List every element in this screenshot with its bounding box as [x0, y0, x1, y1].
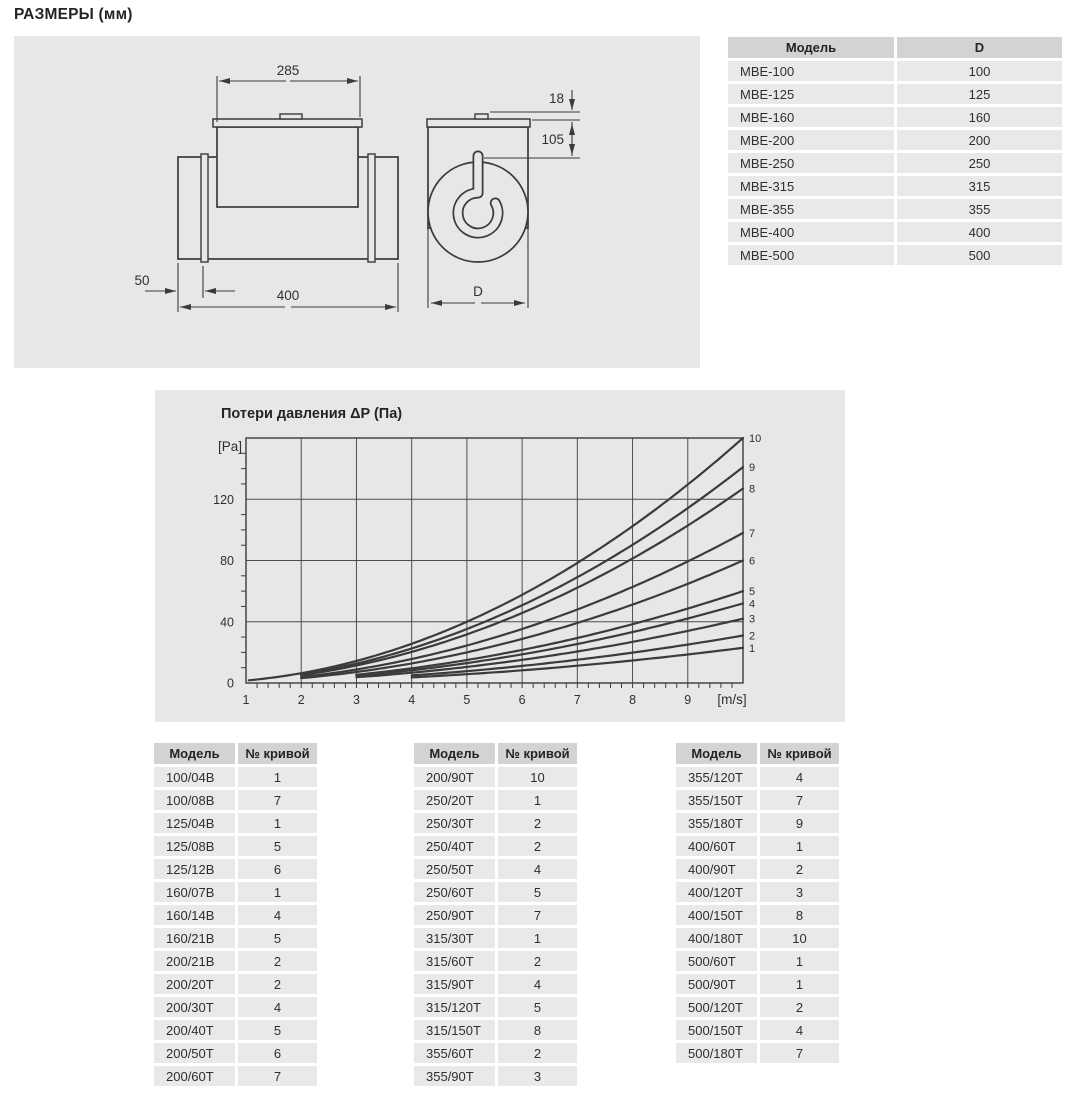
- side-view: [178, 114, 398, 262]
- value-cell: 1: [238, 882, 317, 902]
- table-row: [414, 905, 577, 925]
- table-row: [414, 790, 577, 810]
- column-header: D: [897, 37, 1062, 58]
- table-row: [414, 1066, 577, 1086]
- table-row: [154, 813, 317, 833]
- x-tick-label: 2: [297, 693, 305, 707]
- dim-400-label: 400: [276, 288, 300, 303]
- table-row: [154, 928, 317, 948]
- model-cell: 400/180T: [676, 928, 757, 948]
- model-cell: MBE-250: [728, 153, 894, 173]
- model-cell: MBE-100: [728, 61, 894, 81]
- table-row: [728, 84, 1062, 104]
- dim-d-label: D: [473, 284, 483, 299]
- model-cell: MBE-400: [728, 222, 894, 242]
- x-tick-label: 4: [408, 693, 416, 707]
- value-cell: 2: [760, 859, 839, 879]
- value-cell: 125: [897, 84, 1062, 104]
- page-title: РАЗМЕРЫ (мм): [14, 6, 133, 23]
- model-cell: 500/180T: [676, 1043, 757, 1063]
- value-cell: 500: [897, 245, 1062, 265]
- table-row: [676, 836, 839, 856]
- table-row: [414, 767, 577, 787]
- model-cell: 100/04B: [154, 767, 235, 787]
- value-cell: 10: [760, 928, 839, 948]
- y-tick-label: 0: [227, 676, 234, 691]
- value-cell: 5: [498, 997, 577, 1017]
- value-cell: 2: [498, 1043, 577, 1063]
- column-header: Модель: [728, 37, 894, 58]
- table-row: [154, 882, 317, 902]
- table-row: [728, 130, 1062, 150]
- model-cell: MBE-200: [728, 130, 894, 150]
- value-cell: 7: [238, 1066, 317, 1086]
- curve-label-2: 2: [749, 630, 756, 643]
- table-row: [728, 222, 1062, 242]
- column-header: № кривой: [498, 743, 577, 764]
- model-cell: 200/21B: [154, 951, 235, 971]
- value-cell: 100: [897, 61, 1062, 81]
- curve-table-1: [154, 743, 317, 1086]
- table-row: [414, 951, 577, 971]
- value-cell: 6: [238, 859, 317, 879]
- model-cell: 250/40T: [414, 836, 495, 856]
- y-tick-label: 80: [220, 554, 234, 568]
- model-cell: 315/150T: [414, 1020, 495, 1040]
- model-cell: 125/08B: [154, 836, 235, 856]
- curve-4: [356, 603, 743, 675]
- table-row: [676, 1020, 839, 1040]
- model-cell: MBE-315: [728, 176, 894, 196]
- model-cell: 250/20T: [414, 790, 495, 810]
- value-cell: 315: [897, 176, 1062, 196]
- table-row: [154, 859, 317, 879]
- table-row: [728, 107, 1062, 127]
- value-cell: 4: [498, 974, 577, 994]
- value-cell: 200: [897, 130, 1062, 150]
- table-row: [676, 767, 839, 787]
- model-cell: 160/07B: [154, 882, 235, 902]
- table-row: [676, 1043, 839, 1063]
- table-row: [414, 836, 577, 856]
- table-row: [154, 1043, 317, 1063]
- model-cell: 315/120T: [414, 997, 495, 1017]
- table-header-row: [728, 37, 1062, 58]
- value-cell: 5: [238, 836, 317, 856]
- value-cell: 3: [760, 882, 839, 902]
- dimensions-table: [728, 37, 1062, 265]
- model-cell: 315/90T: [414, 974, 495, 994]
- table-row: [414, 1020, 577, 1040]
- model-cell: 200/30T: [154, 997, 235, 1017]
- table-row: [676, 813, 839, 833]
- curve-table-3: [676, 743, 839, 1063]
- model-cell: MBE-125: [728, 84, 894, 104]
- model-cell: 125/04B: [154, 813, 235, 833]
- terminal-box: [217, 127, 358, 207]
- table-row: [676, 882, 839, 902]
- model-cell: 315/60T: [414, 951, 495, 971]
- table-row: [676, 905, 839, 925]
- curve-label-3: 3: [749, 613, 756, 626]
- model-cell: 500/120T: [676, 997, 757, 1017]
- table-row: [728, 61, 1062, 81]
- table-row: [154, 974, 317, 994]
- model-cell: 200/60T: [154, 1066, 235, 1086]
- model-cell: MBE-355: [728, 199, 894, 219]
- pressure-chart-svg: [155, 390, 845, 722]
- model-cell: 250/30T: [414, 813, 495, 833]
- value-cell: 2: [498, 836, 577, 856]
- value-cell: 1: [238, 767, 317, 787]
- model-cell: 250/90T: [414, 905, 495, 925]
- column-header: Модель: [154, 743, 235, 764]
- value-cell: 7: [760, 1043, 839, 1063]
- value-cell: 4: [498, 859, 577, 879]
- value-cell: 5: [498, 882, 577, 902]
- value-cell: 4: [760, 1020, 839, 1040]
- table-row: [154, 767, 317, 787]
- chart-title: Потери давления ΔP (Па): [221, 406, 403, 422]
- dim-18-label: 18: [548, 91, 564, 106]
- value-cell: 1: [760, 974, 839, 994]
- y-axis-unit: [Pa]: [217, 439, 243, 454]
- curve-10: [249, 438, 743, 680]
- chart-panel: [155, 390, 845, 722]
- value-cell: 6: [238, 1043, 317, 1063]
- x-tick-label: 3: [352, 693, 360, 707]
- model-cell: 125/12B: [154, 859, 235, 879]
- column-header: Модель: [676, 743, 757, 764]
- model-cell: 200/40T: [154, 1020, 235, 1040]
- model-cell: 315/30T: [414, 928, 495, 948]
- table-row: [676, 974, 839, 994]
- model-cell: 500/60T: [676, 951, 757, 971]
- table-row: [154, 790, 317, 810]
- model-cell: 355/180T: [676, 813, 757, 833]
- table-row: [728, 153, 1062, 173]
- value-cell: 2: [498, 813, 577, 833]
- curve-label-6: 6: [749, 555, 756, 568]
- value-cell: 355: [897, 199, 1062, 219]
- table-row: [154, 951, 317, 971]
- model-cell: 250/50T: [414, 859, 495, 879]
- table-row: [728, 245, 1062, 265]
- table-row: [154, 836, 317, 856]
- value-cell: 1: [498, 790, 577, 810]
- curve-label-8: 8: [749, 483, 756, 496]
- model-cell: 500/90T: [676, 974, 757, 994]
- table-row: [414, 813, 577, 833]
- model-cell: 355/150T: [676, 790, 757, 810]
- model-cell: 355/120T: [676, 767, 757, 787]
- value-cell: 2: [238, 974, 317, 994]
- column-header: Модель: [414, 743, 495, 764]
- y-tick-label: 40: [220, 615, 234, 630]
- x-tick-label: 1: [242, 693, 250, 707]
- table-header-row: [676, 743, 839, 764]
- table-row: [728, 176, 1062, 196]
- x-axis-unit: [m/s]: [717, 692, 747, 707]
- table-row: [676, 928, 839, 948]
- dim-50-label: 50: [134, 273, 150, 288]
- model-cell: 160/14B: [154, 905, 235, 925]
- curve-label-10: 10: [749, 433, 762, 445]
- table-row: [676, 790, 839, 810]
- x-tick-label: 7: [573, 693, 581, 707]
- table-row: [414, 997, 577, 1017]
- value-cell: 3: [498, 1066, 577, 1086]
- model-cell: 200/50T: [154, 1043, 235, 1063]
- x-tick-label: 6: [518, 693, 526, 707]
- value-cell: 10: [498, 767, 577, 787]
- curve-label-1: 1: [749, 642, 756, 655]
- x-tick-label: 9: [684, 693, 692, 707]
- value-cell: 7: [760, 790, 839, 810]
- table-row: [154, 997, 317, 1017]
- table-row: [676, 859, 839, 879]
- value-cell: 9: [760, 813, 839, 833]
- table-header-row: [414, 743, 577, 764]
- model-cell: 355/60T: [414, 1043, 495, 1063]
- curve-label-4: 4: [749, 598, 756, 611]
- model-cell: 400/90T: [676, 859, 757, 879]
- model-cell: MBE-500: [728, 245, 894, 265]
- drawing-panel: [14, 36, 700, 368]
- value-cell: 160: [897, 107, 1062, 127]
- value-cell: 400: [897, 222, 1062, 242]
- value-cell: 4: [238, 997, 317, 1017]
- model-cell: MBE-160: [728, 107, 894, 127]
- table-row: [154, 1066, 317, 1086]
- model-cell: 400/120T: [676, 882, 757, 902]
- front-lid: [427, 119, 530, 127]
- y-tick-label: 120: [213, 492, 234, 507]
- model-cell: 355/90T: [414, 1066, 495, 1086]
- value-cell: 1: [498, 928, 577, 948]
- model-cell: 200/20T: [154, 974, 235, 994]
- front-lid-tab: [475, 114, 488, 119]
- curve-label-9: 9: [749, 462, 756, 475]
- value-cell: 5: [238, 928, 317, 948]
- value-cell: 1: [760, 836, 839, 856]
- x-tick-label: 5: [463, 693, 471, 707]
- table-header-row: [154, 743, 317, 764]
- value-cell: 7: [238, 790, 317, 810]
- curve-label-5: 5: [749, 586, 756, 599]
- model-cell: 200/90T: [414, 767, 495, 787]
- curve-table-2: [414, 743, 577, 1086]
- model-cell: 160/21B: [154, 928, 235, 948]
- value-cell: 4: [760, 767, 839, 787]
- value-cell: 1: [760, 951, 839, 971]
- lid-tab: [280, 114, 302, 119]
- table-row: [414, 928, 577, 948]
- dim-105-label: 105: [541, 132, 564, 147]
- x-tick-label: 8: [629, 693, 637, 707]
- table-row: [414, 882, 577, 902]
- table-row: [414, 859, 577, 879]
- column-header: № кривой: [760, 743, 839, 764]
- value-cell: 7: [498, 905, 577, 925]
- table-row: [154, 905, 317, 925]
- value-cell: 250: [897, 153, 1062, 173]
- table-row: [154, 1020, 317, 1040]
- value-cell: 8: [760, 905, 839, 925]
- table-row: [728, 199, 1062, 219]
- table-row: [414, 1043, 577, 1063]
- model-cell: 400/60T: [676, 836, 757, 856]
- flange-right: [368, 154, 375, 262]
- value-cell: 4: [238, 905, 317, 925]
- model-cell: 250/60T: [414, 882, 495, 902]
- value-cell: 5: [238, 1020, 317, 1040]
- column-header: № кривой: [238, 743, 317, 764]
- dim-285-label: 285: [276, 63, 300, 78]
- flange-left: [201, 154, 208, 262]
- value-cell: 2: [238, 951, 317, 971]
- dimensional-drawing-svg: [14, 36, 700, 368]
- value-cell: 8: [498, 1020, 577, 1040]
- table-row: [414, 974, 577, 994]
- model-cell: 100/08B: [154, 790, 235, 810]
- model-cell: 500/150T: [676, 1020, 757, 1040]
- terminal-box-lid: [213, 119, 362, 127]
- value-cell: 2: [498, 951, 577, 971]
- value-cell: 2: [760, 997, 839, 1017]
- table-row: [676, 951, 839, 971]
- curve-label-7: 7: [749, 527, 756, 540]
- table-row: [676, 997, 839, 1017]
- model-cell: 400/150T: [676, 905, 757, 925]
- value-cell: 1: [238, 813, 317, 833]
